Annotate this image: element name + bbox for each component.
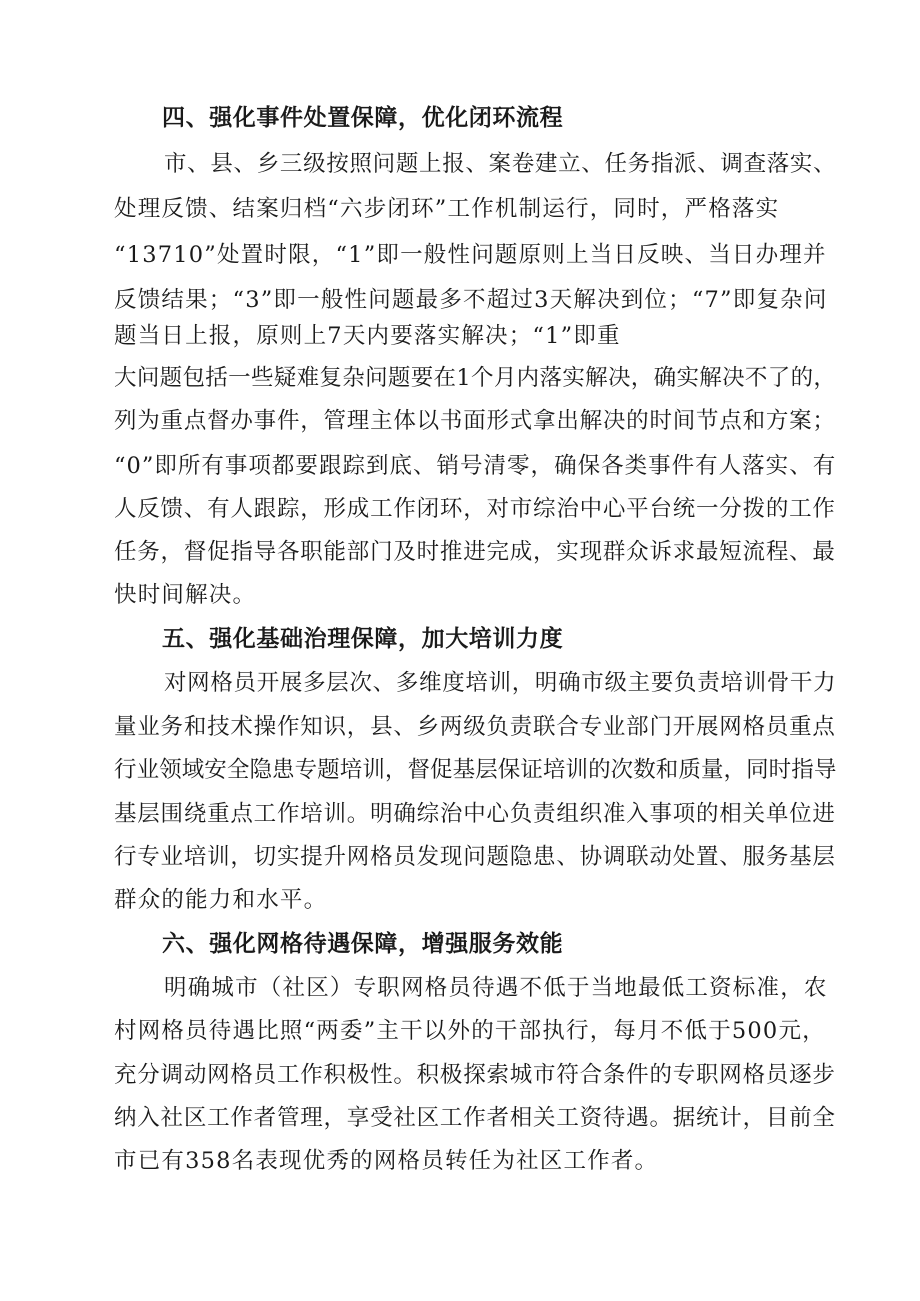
paragraph-line: 任务，督促指导各职能部门及时推进完成，实现群众诉求最短流程、最 (114, 539, 836, 565)
paragraph-line: 大问题包括一些疑难复杂问题要在1个月内落实解决，确实解决不了的， (114, 365, 837, 391)
paragraph-line: 行业领域安全隐患专题培训，督促基层保证培训的次数和质量，同时指导 (114, 757, 837, 783)
paragraph-line: 量业务和技术操作知识，县、乡两级负责联合专业部门开展网格员重点 (114, 714, 836, 740)
paragraph-line: 市、县、乡三级按照问题上报、案卷建立、任务指派、调查落实、 (164, 151, 837, 177)
paragraph-line: 明确城市（社区）专职网格员待遇不低于当地最低工资标准，农 (164, 975, 828, 1001)
paragraph-line: 对网格员开展多层次、多维度培训，明确市级主要负责培训骨干力 (164, 670, 837, 696)
paragraph-line: 纳入社区工作者管理，享受社区工作者相关工资待遇。据统计，目前全 (114, 1105, 836, 1131)
paragraph-line: 处理反馈、结案归档“六步闭环”工作机制运行，同时，严格落实 (114, 196, 780, 222)
paragraph-line: 市已有358名表现优秀的网格员转任为社区工作者。 (114, 1148, 659, 1174)
paragraph-line: “13710”处置时限，“1”即一般性问题原则上当日反映、当日办理并 (114, 242, 827, 268)
section-heading-5: 五、强化基础治理保障，加大培训力度 (162, 626, 564, 652)
paragraph-line: “0”即所有事项都要跟踪到底、销号清零，确保各类事件有人落实、有 (114, 453, 837, 479)
paragraph-line: 充分调动网格员工作积极性。积极探索城市符合条件的专职网格员逐步 (114, 1062, 836, 1088)
paragraph-line: 列为重点督办事件，管理主体以书面形式拿出解决的时间节点和方案； (114, 408, 836, 434)
paragraph-line: 基层围绕重点工作培训。明确综治中心负责组织准入事项的相关单位进 (114, 801, 836, 827)
section-heading-4: 四、强化事件处置保障，优化闭环流程 (162, 105, 564, 131)
paragraph-line: 群众的能力和水平。 (114, 887, 328, 913)
section-heading-6: 六、强化网格待遇保障，增强服务效能 (162, 931, 564, 957)
paragraph-line: 快时间解决。 (114, 582, 257, 608)
paragraph-line: 反馈结果；“3”即一般性问题最多不超过3天解决到位；“7”即复杂问 (114, 287, 828, 313)
paragraph-line: 村网格员待遇比照“两委”主干以外的干部执行，每月不低于500元， (114, 1018, 826, 1044)
paragraph-line: 题当日上报，原则上7天内要落实解决；“1”即重 (114, 323, 621, 349)
paragraph-line: 行专业培训，切实提升网格员发现问题隐患、协调联动处置、服务基层 (114, 844, 836, 870)
paragraph-line: 人反馈、有人跟踪，形成工作闭环，对市综治中心平台统一分拨的工作 (114, 496, 836, 522)
